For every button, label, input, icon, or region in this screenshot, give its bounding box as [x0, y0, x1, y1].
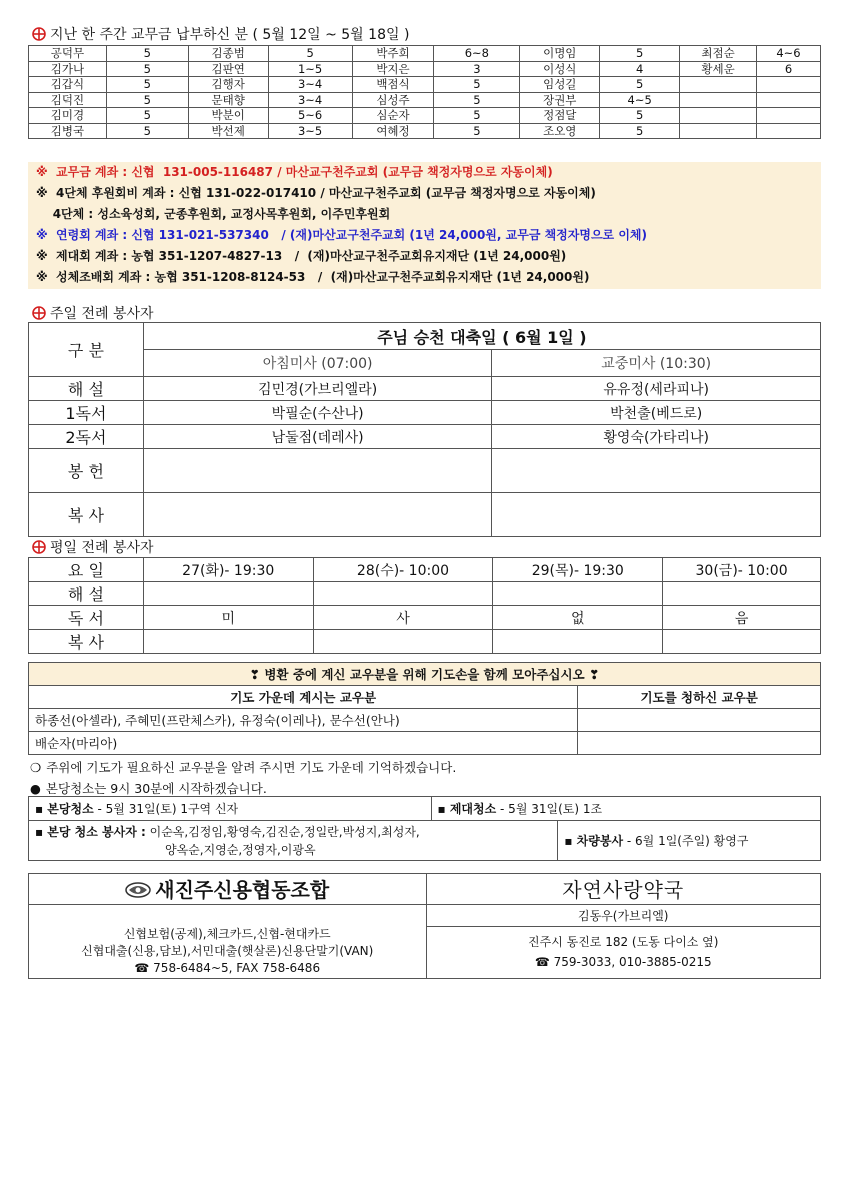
- dues-name: 최점순: [680, 46, 757, 62]
- prayer-row: [29, 709, 821, 732]
- dues-name: 김판연: [188, 61, 268, 77]
- sunday-role: 2독서: [29, 425, 144, 449]
- dues-row: [29, 61, 821, 77]
- weekday-cell: [313, 582, 493, 606]
- dues-months: 3: [434, 61, 520, 77]
- prayer-names: 하종선(아셀라), 주혜민(프란체스카), 유정숙(이레나), 문수선(안나): [29, 709, 578, 732]
- dues-months: [757, 92, 821, 108]
- dues-months: 4: [600, 61, 680, 77]
- credit-union-name: [29, 874, 427, 905]
- volunteers-label: ▪ 본당 청소 봉사자 :: [35, 824, 146, 839]
- pharmacy-name: 자연사랑약국: [426, 874, 821, 905]
- dues-name: 이성식: [520, 61, 600, 77]
- weekday-table: [28, 557, 821, 654]
- weekday-cell: 사: [313, 606, 493, 630]
- dues-row: [29, 108, 821, 124]
- weekday-row: [29, 630, 821, 654]
- prayer-requester: [578, 732, 821, 755]
- sunday-row: [29, 377, 821, 401]
- sunday-table: [28, 322, 821, 537]
- dues-months: 5: [434, 92, 520, 108]
- credit-union-line2: 신협대출(신용,담보),서민대출(햇살론)신용단말기(VAN): [81, 944, 374, 959]
- sunday-row: [29, 449, 821, 493]
- credit-union-logo-icon: [125, 880, 151, 904]
- morning-volunteer: 남둘점(데레사): [143, 425, 492, 449]
- weekday-cell: [143, 630, 313, 654]
- dues-months: 5: [600, 46, 680, 62]
- dues-name: 임성길: [520, 77, 600, 93]
- weekday-row: [29, 606, 821, 630]
- credit-union-line1: 신협보험(공제),체크카드,신협-현대카드: [123, 927, 331, 942]
- weekday-role: 복 사: [29, 630, 144, 654]
- dues-months: 5: [106, 123, 188, 139]
- main-volunteer: 박천출(베드로): [492, 401, 821, 425]
- dues-name: 김미경: [29, 108, 107, 124]
- altar-cleaning-text: - 5월 31일(토) 1조: [496, 802, 603, 816]
- weekday-cell: 음: [663, 606, 821, 630]
- car-service-label: ▪ 차량봉사: [564, 834, 624, 848]
- prayer-col1: 기도 가운데 계시는 교우분: [29, 686, 578, 709]
- dues-months: 5: [106, 61, 188, 77]
- dues-name: 문태향: [188, 92, 268, 108]
- feast-title: 주님 승천 대축일 ( 6월 1일 ): [143, 323, 820, 350]
- dues-months: 5: [434, 108, 520, 124]
- dues-months: 5: [106, 46, 188, 62]
- credit-union-blank: [29, 904, 427, 926]
- weekday-role: 해 설: [29, 582, 144, 606]
- dues-name: 여혜정: [352, 123, 434, 139]
- weekday-cell: 미: [143, 606, 313, 630]
- dues-name: 심성주: [352, 92, 434, 108]
- day-label: 요 일: [29, 558, 144, 582]
- weekday-day: 27(화)- 19:30: [143, 558, 313, 582]
- dues-months: 5: [434, 77, 520, 93]
- sunday-role: 봉 헌: [29, 449, 144, 493]
- credit-union-line3: ☎ 758-6484~5, FAX 758-6486: [134, 961, 321, 976]
- account-line: ※ 교무금 계좌 : 신협 131-005-116487 / 마산교구천주교회 (교무금 책정자명으로 자동이체): [36, 165, 553, 179]
- dues-months: 3~5: [268, 123, 352, 139]
- dues-months: 5: [106, 108, 188, 124]
- notice-text: 본당청소는 9시 30분에 시작하겠습니다.: [45, 781, 267, 796]
- morning-volunteer: 박필순(수산나): [143, 401, 492, 425]
- dues-months: 5: [106, 77, 188, 93]
- cross-circle-icon: [32, 306, 46, 320]
- sunday-title: 주일 전례 봉사자: [50, 306, 154, 322]
- weekday-cell: [663, 582, 821, 606]
- pharmacy-addr: 진주시 동진로 182 (도동 다이소 옆): [528, 935, 719, 949]
- dues-name: 이명임: [520, 46, 600, 62]
- dues-name: [680, 108, 757, 124]
- weekday-cell: [493, 582, 663, 606]
- weekday-cell: 없: [493, 606, 663, 630]
- pharmacy-info: [426, 926, 821, 978]
- dues-months: 1~5: [268, 61, 352, 77]
- weekday-cell: [663, 630, 821, 654]
- dues-months: 5: [600, 123, 680, 139]
- dues-name: 김가나: [29, 61, 107, 77]
- dues-months: 6~8: [434, 46, 520, 62]
- prayer-col2: 기도를 청하신 교우분: [578, 686, 821, 709]
- dues-table: [28, 45, 821, 139]
- dues-months: 5~6: [268, 108, 352, 124]
- dues-row: [29, 77, 821, 93]
- weekday-cell: [493, 630, 663, 654]
- main-volunteer: 유유정(세라피나): [492, 377, 821, 401]
- weekday-day: 28(수)- 10:00: [313, 558, 493, 582]
- dues-months: 5: [268, 46, 352, 62]
- cleaning-volunteers: [29, 821, 558, 861]
- pharmacy-owner: 김동우(가브리엘): [426, 904, 821, 926]
- dues-months: [757, 108, 821, 124]
- account-line: ※ 연령회 계좌 : 신협 131-021-537340 / (재)마산교구천주교회 (1년 24,000원, 교무금 책정자명으로 이체): [36, 228, 647, 242]
- morning-volunteer: [143, 449, 492, 493]
- dues-row: [29, 46, 821, 62]
- dues-name: 심순자: [352, 108, 434, 124]
- sunday-section-title: [32, 303, 154, 323]
- dues-months: 5: [106, 92, 188, 108]
- weekday-role: 독 서: [29, 606, 144, 630]
- dues-name: [680, 123, 757, 139]
- credit-union-info: [29, 926, 427, 978]
- main-volunteer: [492, 493, 821, 537]
- dues-row: [29, 123, 821, 139]
- dues-months: 6: [757, 61, 821, 77]
- main-cleaning-label: ▪ 본당청소: [35, 802, 94, 816]
- notice-bullet-icon: ❍: [30, 760, 42, 775]
- prayer-row: [29, 732, 821, 755]
- dues-months: [757, 123, 821, 139]
- dues-title: 지난 한 주간 교무금 납부하신 분 ( 5월 12일 ~ 5월 18일 ): [50, 27, 410, 43]
- volunteers-line1: 이순옥,김정임,황영숙,김진순,정일란,박성지,최성자,: [145, 824, 420, 839]
- dues-months: [757, 77, 821, 93]
- car-service: [558, 821, 821, 861]
- dues-section-title: [32, 24, 409, 44]
- dues-months: 4~5: [600, 92, 680, 108]
- dues-name: 공덕무: [29, 46, 107, 62]
- main-volunteer: [492, 449, 821, 493]
- dues-row: [29, 92, 821, 108]
- dues-name: 김종범: [188, 46, 268, 62]
- account-line: ※ 제대회 계좌 : 농협 351-1207-4827-13 / (재)마산교구천주교회유지재단 (1년 24,000원): [36, 249, 567, 263]
- altar-cleaning: [431, 797, 820, 821]
- account-line: ※ 4단체 후원회비 계좌 : 신협 131-022-017410 / 마산교구천주교회 (교무금 책정자명으로 자동이체): [36, 186, 596, 200]
- dues-months: 3~4: [268, 92, 352, 108]
- prayer-banner: ❣ 병환 중에 계신 교우분을 위해 기도손을 함께 모아주십시오 ❣: [29, 663, 821, 686]
- dues-name: [680, 77, 757, 93]
- sunday-role: 1독서: [29, 401, 144, 425]
- ads-table: [28, 873, 821, 979]
- main-cleaning-text: - 5월 31일(토) 1구역 신자: [93, 802, 239, 816]
- account-line: 4단체 : 성소육성회, 군종후원회, 교정사목후원회, 이주민후원회: [36, 207, 391, 221]
- sunday-row: [29, 425, 821, 449]
- mass-main: 교중미사 (10:30): [492, 350, 821, 377]
- sunday-row: [29, 401, 821, 425]
- dues-months: 5: [600, 108, 680, 124]
- cross-circle-icon: [32, 540, 46, 554]
- mass-morning: 아침미사 (07:00): [143, 350, 492, 377]
- weekday-day: 29(목)- 19:30: [493, 558, 663, 582]
- dues-name: 김갑식: [29, 77, 107, 93]
- cleaning-table: [28, 796, 821, 861]
- dues-name: 박분이: [188, 108, 268, 124]
- dues-name: 김병국: [29, 123, 107, 139]
- morning-volunteer: 김민경(가브리엘라): [143, 377, 492, 401]
- dues-name: 조오영: [520, 123, 600, 139]
- weekday-day: 30(금)- 10:00: [663, 558, 821, 582]
- altar-cleaning-label: ▪ 제대청소: [437, 802, 497, 816]
- notice-line: [30, 757, 456, 778]
- car-service-text: - 6월 1일(주일) 황영구: [623, 834, 749, 848]
- morning-volunteer: [143, 493, 492, 537]
- weekday-header-row: [29, 558, 821, 582]
- dues-name: 정점달: [520, 108, 600, 124]
- sunday-role: 복 사: [29, 493, 144, 537]
- credit-union-title: 새진주신용협동조합: [155, 878, 330, 902]
- dues-months: 3~4: [268, 77, 352, 93]
- weekday-cell: [143, 582, 313, 606]
- prayer-requester: [578, 709, 821, 732]
- weekday-cell: [313, 630, 493, 654]
- sunday-role: 해 설: [29, 377, 144, 401]
- dues-months: 5: [434, 123, 520, 139]
- main-cleaning: [29, 797, 432, 821]
- prayer-names: 배순자(마리아): [29, 732, 578, 755]
- main-volunteer: 황영숙(가타리나): [492, 425, 821, 449]
- cross-circle-icon: [32, 27, 46, 41]
- header-label: 구 분: [29, 323, 144, 377]
- prayer-table: [28, 662, 821, 755]
- notice-text: 주위에 기도가 필요하신 교우분을 알려 주시면 기도 가운데 기억하겠습니다.: [46, 760, 457, 775]
- pharmacy-tel: ☎ 759-3033, 010-3885-0215: [534, 955, 712, 969]
- sunday-row: [29, 493, 821, 537]
- dues-name: 박지은: [352, 61, 434, 77]
- dues-months: 5: [600, 77, 680, 93]
- dues-name: 김덕진: [29, 92, 107, 108]
- accounts-box: [28, 162, 821, 289]
- dues-name: 김행자: [188, 77, 268, 93]
- account-line: ※ 성체조배회 계좌 : 농협 351-1208-8124-53 / (재)마산교구천주교회유지재단 (1년 24,000원): [36, 270, 590, 284]
- weekday-title: 평일 전례 봉사자: [50, 540, 154, 556]
- dues-name: [680, 92, 757, 108]
- notice-bullet-icon: ●: [30, 781, 41, 796]
- dues-name: 황세운: [680, 61, 757, 77]
- dues-name: 백점식: [352, 77, 434, 93]
- dues-name: 장권부: [520, 92, 600, 108]
- volunteers-line2: 양옥순,지영순,정영자,이광옥: [165, 842, 316, 857]
- weekday-section-title: [32, 537, 154, 557]
- dues-name: 박선제: [188, 123, 268, 139]
- dues-months: 4~6: [757, 46, 821, 62]
- weekday-row: [29, 582, 821, 606]
- notices: [30, 757, 456, 799]
- dues-name: 박주희: [352, 46, 434, 62]
